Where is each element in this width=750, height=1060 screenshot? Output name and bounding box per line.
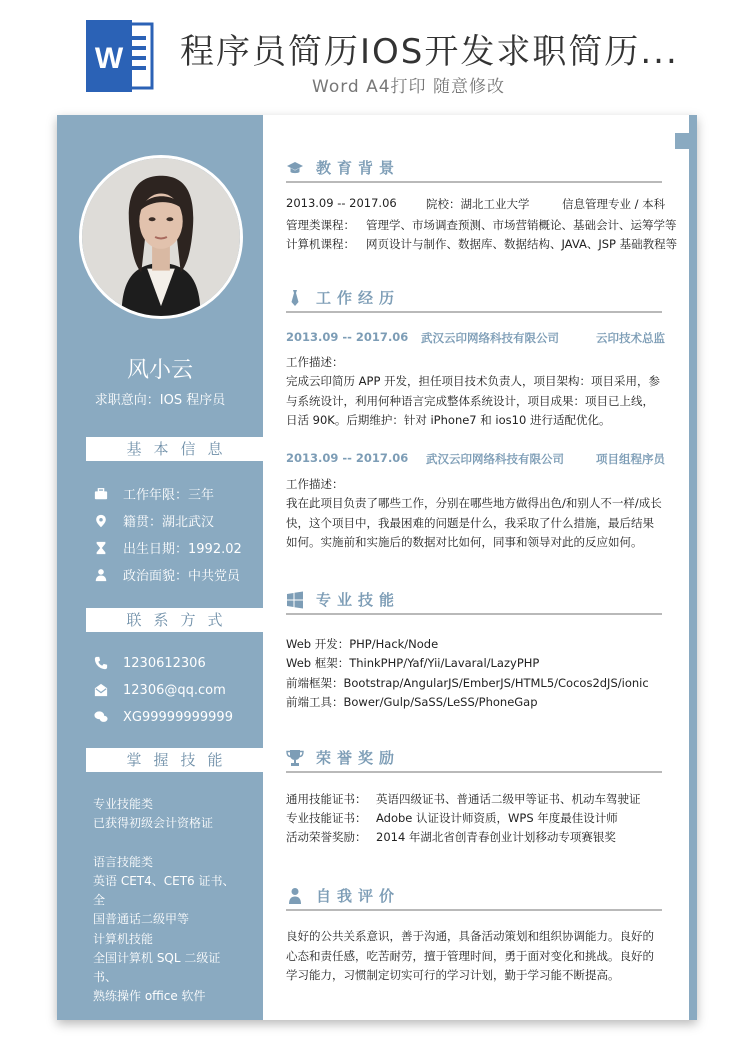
tie-icon: [286, 289, 304, 307]
right-accent-bar: [689, 115, 697, 1020]
wechat-icon: [93, 709, 109, 725]
job-1-desc: 完成云印简历 APP 开发，担任项目技术负责人，项目架构：项目采用，参与系统设计，利用何种语言完成整体系统设计，项目成果：项目已上线，日活 90K。后期维护：针对 iPhone7 和 ios10 进行适配优化。: [286, 374, 661, 427]
job-2-desc-label: 工作描述：: [286, 477, 344, 491]
document-title: 程序员简历IOS开发求职简历...: [180, 32, 679, 72]
contact-heading: 联系方式: [86, 608, 263, 632]
sidebar: [57, 115, 263, 1020]
windows-icon: [286, 591, 304, 609]
phone-icon: [93, 655, 109, 671]
resume-sheet: 风小云 求职意向：IOS 程序员 基本信息 工作年限：三年 籍贯：湖北武汉 出生日期：1992.02 政治面貌：中共党员 联系方式 1230612306 12306@qq.com XG99999999999 掌握技能 专业技能类 已获得初级会计资格证 语言技能类 英语 CET4、CET6 证书、全 国普通话二级甲等 计算机技能 全国计算机 SQL 二级证书、 熟练操作 office 软件 教育背景 2013.09 -- 2017.06 院校：湖北工业大学 信息管理专业 / 本科 管理类课程： 管理学、市场调查预测、市场营销概论、基础会计、运筹学等 计算机课程： 网页设计与制作、数据库、数据结构、JAVA、JSP 基础教程等 工作经历 2013.09 -- 2017.06 武汉云印网络科技有限公司 云印技术总监 工作描述： 完成云印简历 APP 开发，担任项目技术负责人，项目架构：项目采用，参与系统设计，利用何种语言完成整体系统设计，项目成果：项目已上线，日活 90K。后期维护：针对 iPhone7 和 ios10 进行适配优化。 2013.09 -- 2017.06 武汉云印网络科技有限公司 项目组程序员 工作描述： 我在此项目负责了哪些工作，分别在哪些地方做得出色/和别人不一样/成长快，这个项目中，我最困难的问题是什么，我采取了什么措施，最后结果如何。实施前和实施后的数据对比如何，同事和领导对此的反应如何。 专业技能 Web 开发：PHP/Hack/Node Web 框架：ThinkPHP/Yaf/Yii/Lavaral/LazyPHP 前端框架：Bootstrap/AngularJS/EmberJS/HTML5/Cocos2dJS/ionic 前端工具：Bower/Gulp/SaSS/LeSS/PhoneGap 荣誉奖励 通用技能证书： 英语四级证书、普通话二级甲等证书、机动车驾驶证 专业技能证书： Adobe 认证设计师资质，WPS 年度最佳设计师 活动荣誉奖励： 2014 年湖北省创青春创业计划移动专项赛银奖 自我评价 良好的公共关系意识，善于沟通，具备活动策划和组织协调能力。良好的心态和责任感，吃苦耐劳，擅于管理时间，勇于面对变化和挑战。良好的学习能力，习惯制定切实可行的学习计划，勤于学习能不断提高。: [57, 115, 697, 1020]
document-subtitle: Word A4打印 随意修改: [312, 77, 505, 97]
contact-phone: 1230612306: [93, 655, 206, 671]
skill-item: Web 框架：ThinkPHP/Yaf/Yii/Lavaral/LazyPHP: [286, 656, 540, 670]
candidate-name: 风小云: [126, 358, 193, 383]
skill-item: Web 开发：PHP/Hack/Node: [286, 637, 439, 651]
skill-item: 前端工具：Bower/Gulp/SaSS/LeSS/PhoneGap: [286, 695, 538, 709]
honors-heading: 荣誉奖励: [286, 747, 662, 773]
briefcase-icon: [93, 486, 109, 502]
self-evaluation-heading: 自我评价: [286, 885, 662, 911]
job-2-desc: 我在此项目负责了哪些工作，分别在哪些地方做得出色/和别人不一样/成长快，这个项目中，我最困难的问题是什么，我采取了什么措施，最后结果如何。实施前和实施后的数据对比如何，同事和领导对此的反应如何。: [286, 496, 662, 549]
svg-text:W: W: [94, 42, 124, 75]
person-icon: [93, 567, 109, 583]
basic-hometown: 籍贯：湖北武汉: [93, 511, 214, 530]
job-1-desc-label: 工作描述：: [286, 355, 344, 369]
basic-political: 政治面貌：中共党员: [93, 565, 240, 584]
hourglass-icon: [93, 540, 109, 556]
trophy-icon: [286, 749, 304, 767]
skill-group-professional: 专业技能类 已获得初级会计资格证: [93, 797, 214, 830]
graduation-cap-icon: [286, 159, 304, 177]
download-header: [0, 0, 750, 110]
skill-item: 前端框架：Bootstrap/AngularJS/EmberJS/HTML5/Cocos2dJS/ionic: [286, 676, 649, 690]
skills-section-heading: 专业技能: [286, 589, 662, 615]
basic-info-heading: 基本信息: [86, 437, 263, 461]
work-heading: 工作经历: [286, 287, 662, 313]
location-pin-icon: [93, 513, 109, 529]
mail-icon: [93, 682, 109, 698]
contact-email: 12306@qq.com: [93, 682, 226, 698]
contact-wechat: XG99999999999: [93, 709, 233, 725]
self-evaluation-text: 良好的公共关系意识，善于沟通，具备活动策划和组织协调能力。良好的心态和责任感，吃苦耐劳，擅于管理时间，勇于面对变化和挑战。良好的学习能力，习惯制定切实可行的学习计划，勤于学习能不断提高。: [286, 929, 654, 982]
education-heading: 教育背景: [286, 157, 662, 183]
skill-group-computer: 计算机技能 全国计算机 SQL 二级证书、 熟练操作 office 软件: [93, 932, 221, 1003]
skill-group-language: 语言技能类 英语 CET4、CET6 证书、全 国普通话二级甲等: [93, 855, 235, 926]
person-icon: [286, 887, 304, 905]
basic-work-years: 工作年限：三年: [93, 484, 214, 503]
right-accent-block: [675, 133, 697, 149]
profile-photo: [79, 155, 243, 319]
basic-birthdate: 出生日期：1992.02: [93, 538, 242, 557]
skills-heading: 掌握技能: [86, 748, 263, 772]
word-icon: [86, 20, 156, 92]
job-intent: 求职意向：IOS 程序员: [94, 393, 226, 408]
